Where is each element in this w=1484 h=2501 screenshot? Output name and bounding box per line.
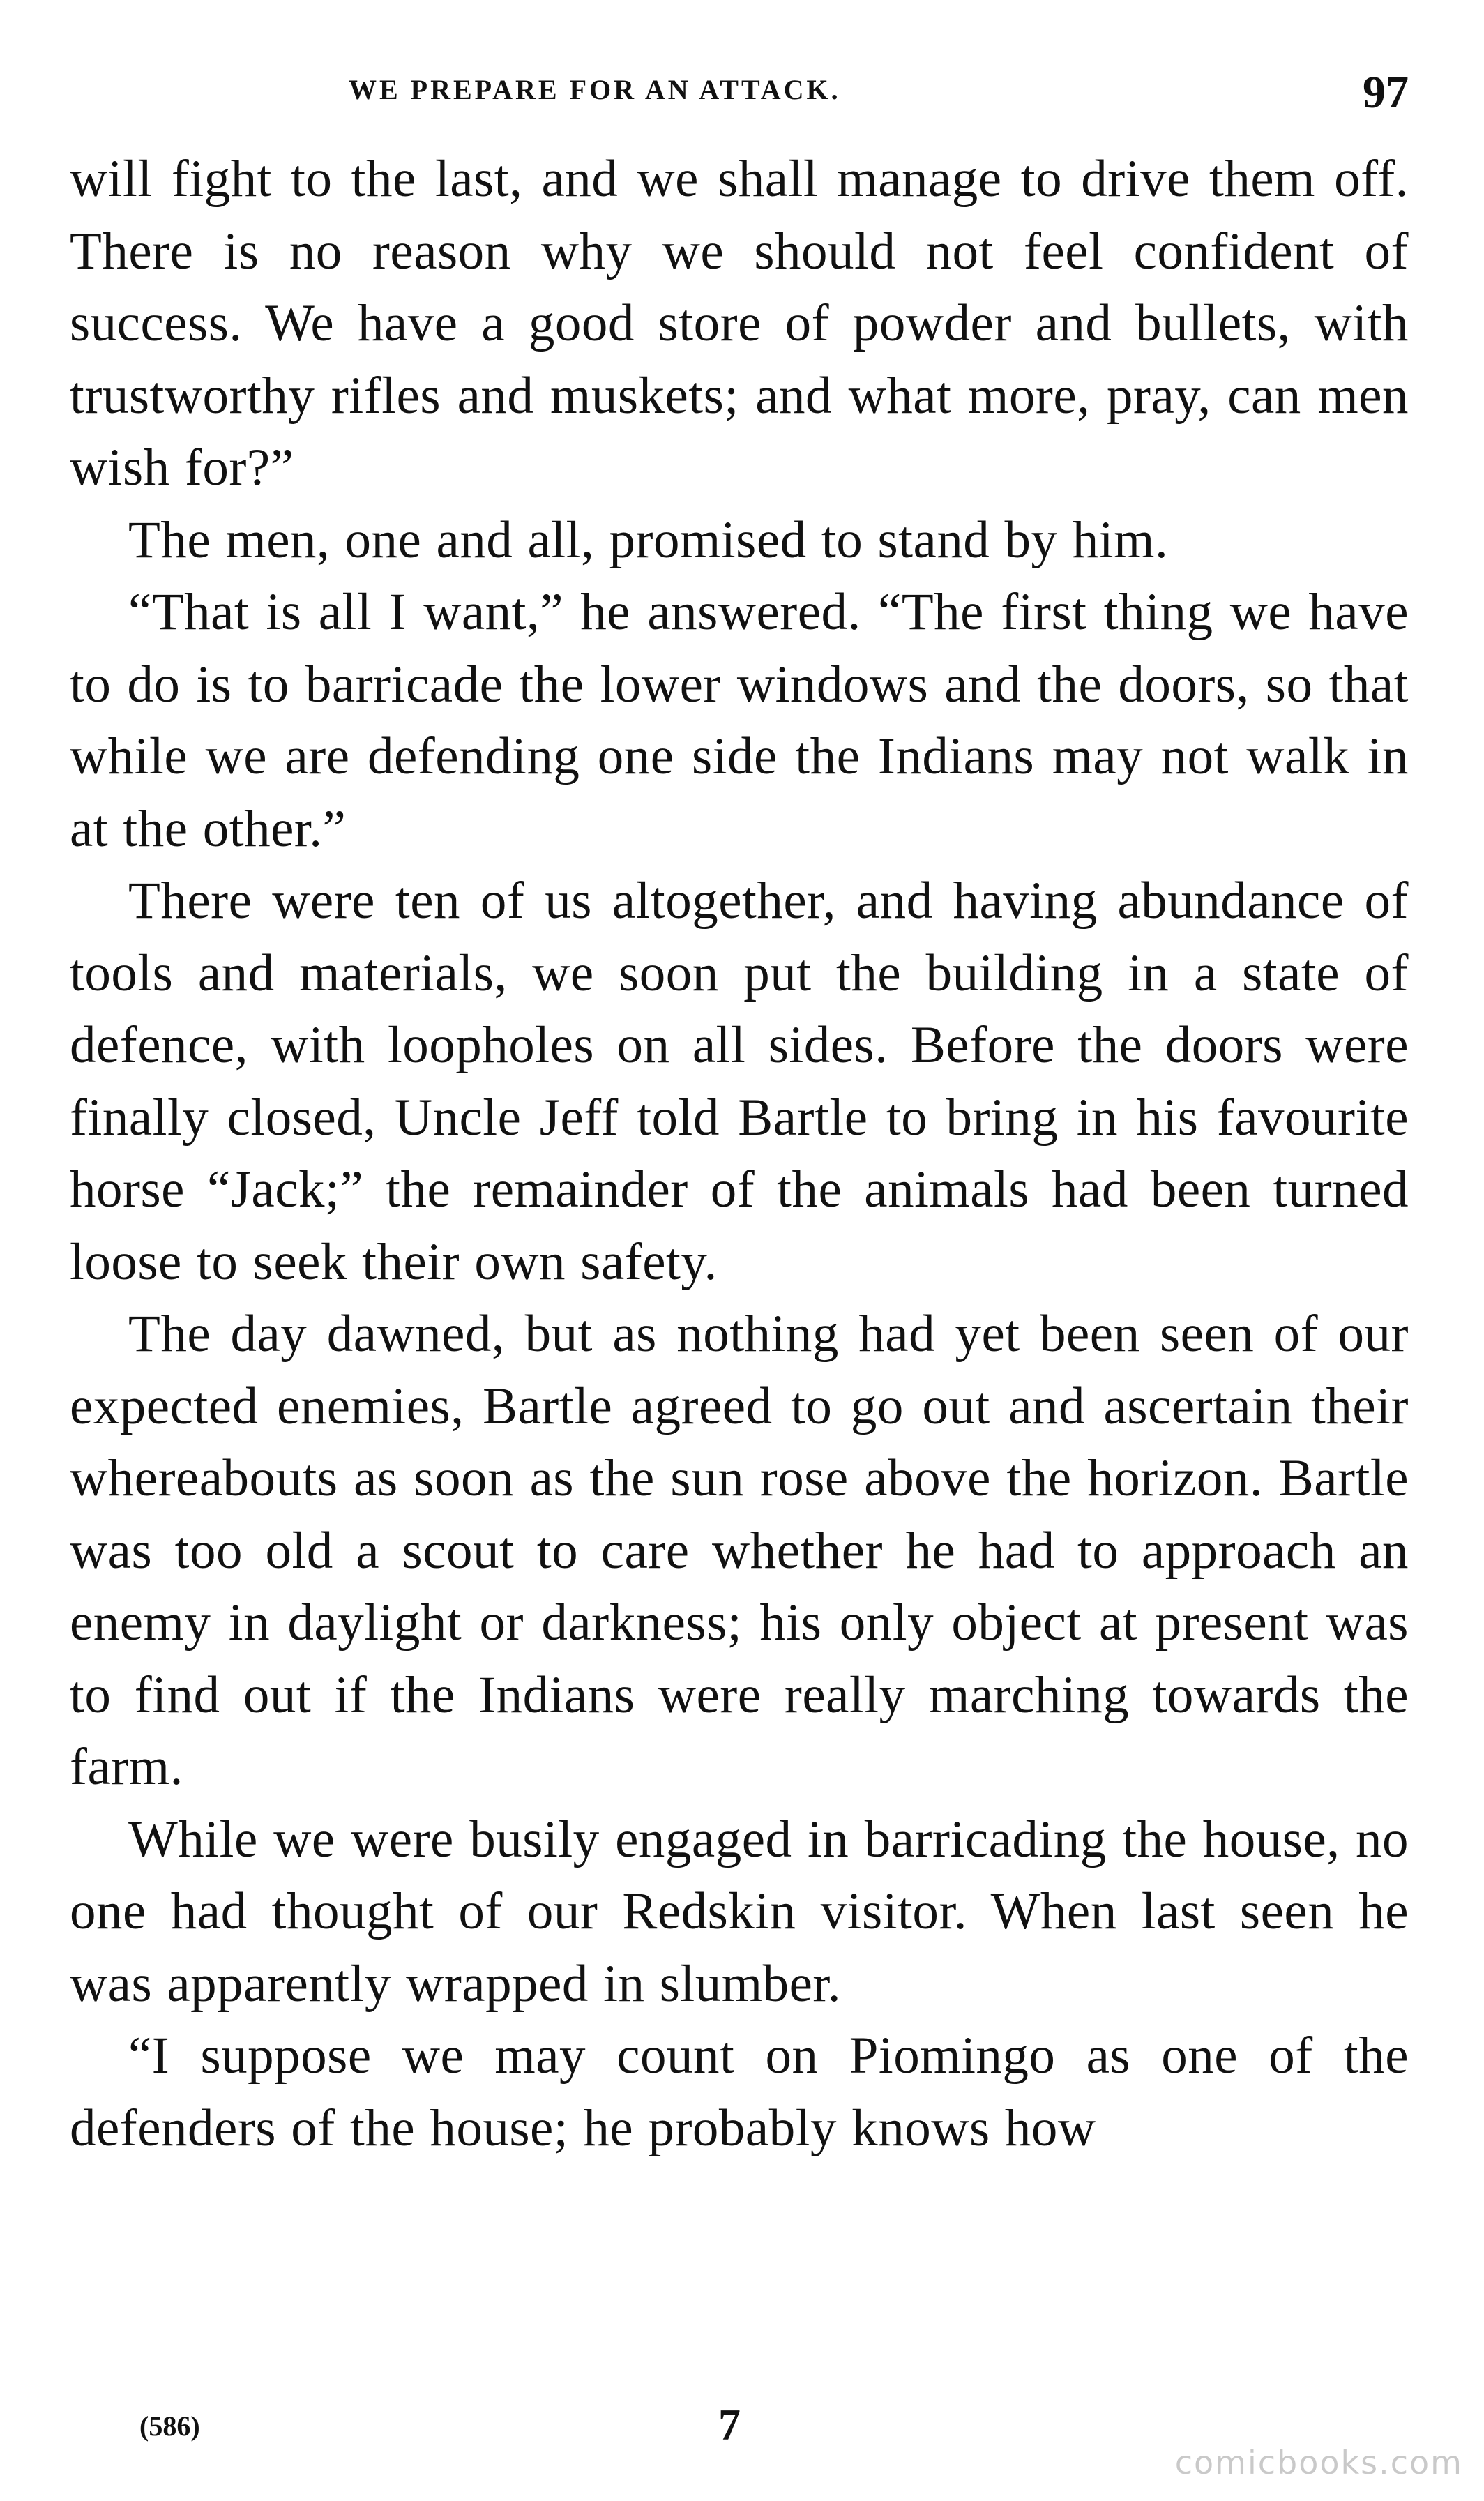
printer-signature: (586) <box>139 2410 200 2442</box>
paragraph: The day dawned, but as nothing had yet been seen of our expected enemies, Bartle agreed to go out and ascertain their whereabouts as soon as the sun rose above the horizon. Bartle was too old a scout to care whether he had to approach an enemy in daylight or darkness; his only object at present was to find out if the Indians were really marching towards the farm. <box>70 1305 1409 1796</box>
paragraph: will fight to the last, and we shall manage to drive them off. There is no reason why we should not feel confident of success. We have a good store of powder and bullets, with trustworthy rifles and muskets; and what more, pray, can men wish for?” <box>70 150 1409 497</box>
paragraph: The men, one and all, promised to stand by him. <box>128 511 1169 569</box>
body-text <box>70 143 1409 2164</box>
running-title: WE PREPARE FOR AN ATTACK. <box>349 74 841 105</box>
running-head <box>70 66 1409 122</box>
paragraph: There were ten of us altogether, and having abundance of tools and materials, we soon put the building in a state of defence, with loopholes on all sides. Before the doors were finally closed, Uncle Jeff told Bartle to bring in his favourite horse “Jack;” the remainder of the animals had been turned loose to seek their own safety. <box>70 872 1409 1291</box>
watermark: comicbooks.com <box>1174 2444 1463 2481</box>
quire-number: 7 <box>718 2400 741 2449</box>
paragraph: While we were busily engaged in barricading the house, no one had thought of our Redskin visitor. When last seen he was apparently wrapped in slumber. <box>70 1810 1409 2013</box>
page-number: 97 <box>1363 67 1409 118</box>
paragraph: “That is all I want,” he answered. “The first thing we have to do is to barricade the lower windows and the doors, so that while we are defending one side the Indians may not walk in at the other.” <box>70 583 1409 858</box>
paragraph: “I suppose we may count on Piomingo as one of the defenders of the house; he probably knows how <box>70 2027 1409 2157</box>
